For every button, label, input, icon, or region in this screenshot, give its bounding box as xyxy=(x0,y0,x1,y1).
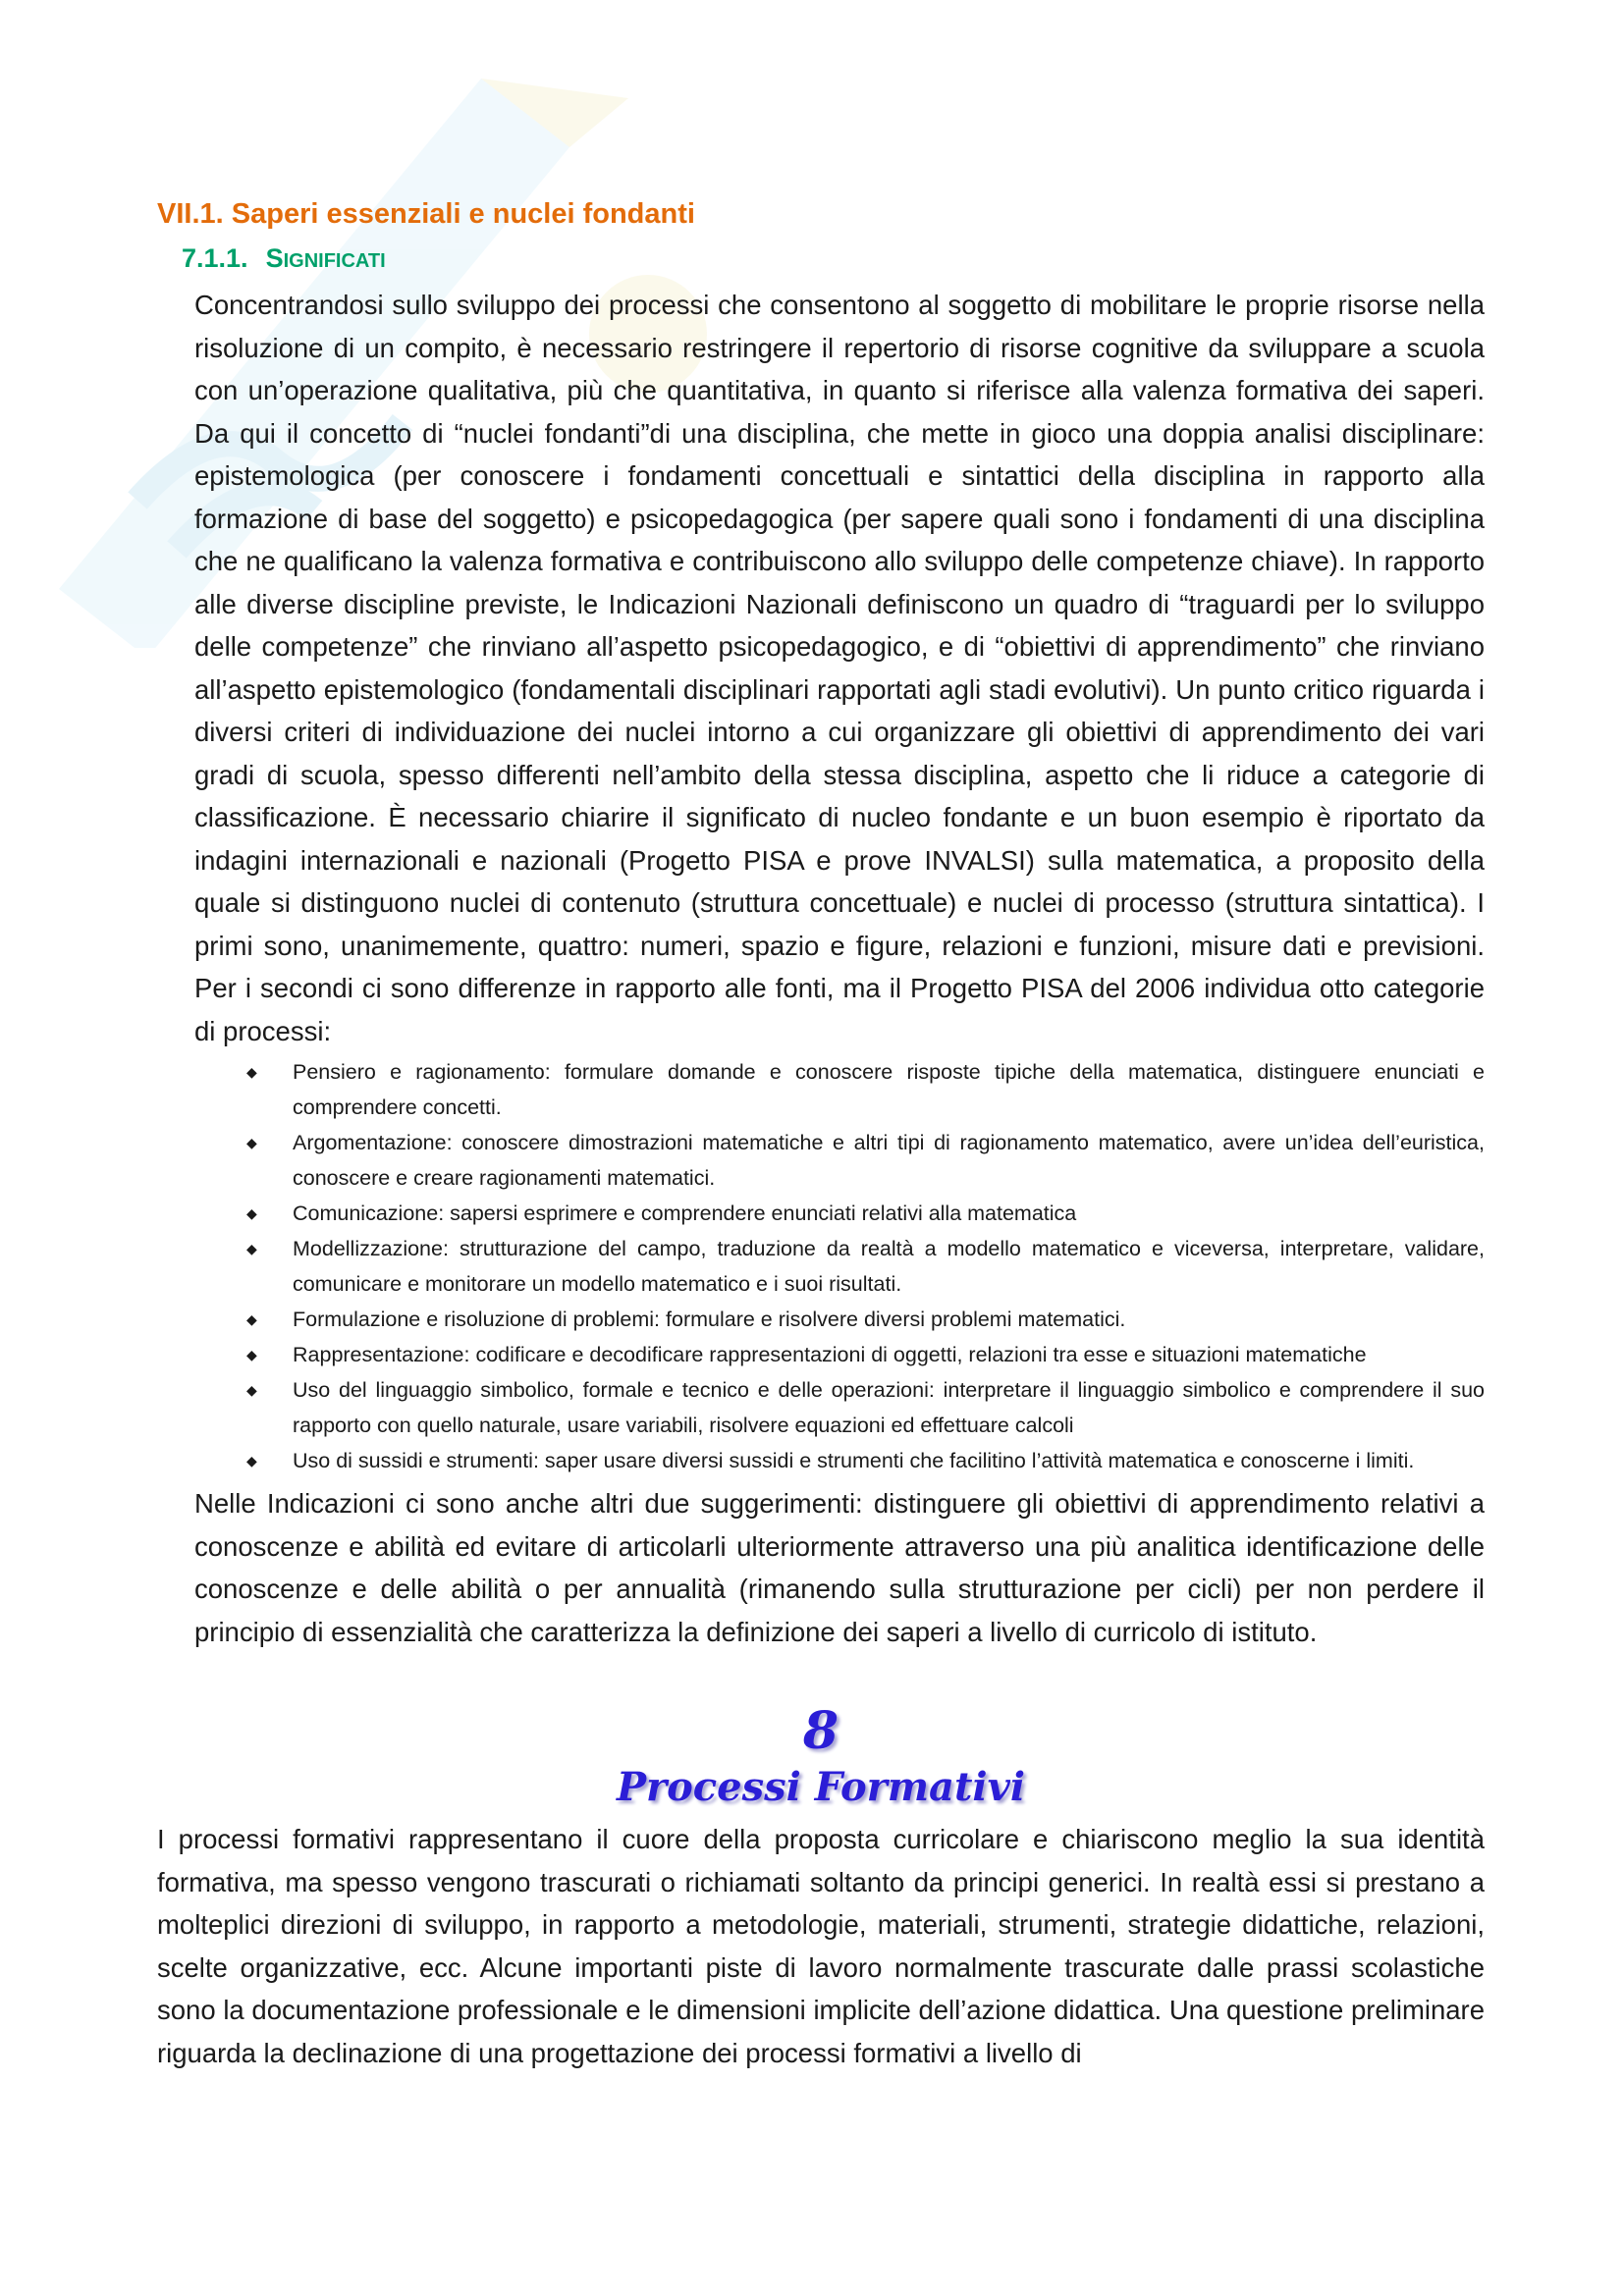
list-item: ◆ Argomentazione: conoscere dimostrazioni matematiche e altri tipi di ragionamento matematico, avere un’idea dell’euristica, conoscere e creare ragionamenti matematici. xyxy=(194,1125,1485,1196)
bullet-diamond-icon: ◆ xyxy=(246,1135,257,1150)
bullet-diamond-icon: ◆ xyxy=(246,1064,257,1080)
paragraph-indicazioni: Nelle Indicazioni ci sono anche altri due suggerimenti: distinguere gli obiettivi di apprendimento relativi a conoscenze e abilità ed evitare di articolarli ulteriormente attraverso una più analitica identificazione delle conoscenze e delle abilità o per annualità (rimanendo sulla strutturazione per cicli) per non perdere il principio di essenzialità che caratterizza la definizione dei saperi a livello di curricolo di istituto. xyxy=(194,1488,1485,1647)
bullet-diamond-icon: ◆ xyxy=(246,1347,257,1362)
document-body xyxy=(157,192,1485,2074)
subsection-heading xyxy=(182,236,1485,284)
process-categories-list xyxy=(194,1054,1485,1478)
chapter-header xyxy=(157,1702,1485,1814)
paragraph-processi-formativi: I processi formativi rappresentano il cuore della proposta curricolare e chiariscono meglio la sua identità formativa, ma spesso vengono trascurati o richiamati soltanto da principi generici. In realtà essi si prestano a molteplici direzioni di sviluppo, in rapporto a metodologie, materiali, strumenti, strategie didattiche, relazioni, scelte organizzative, ecc. Alcune importanti piste di lavoro normalmente trascurate dalle prassi scolastiche sono la documentazione professionale e le dimensioni implicite dell’azione didattica. Una questione preliminare riguarda la declinazione di una progettazione dei processi formativi a livello di xyxy=(157,1824,1485,2068)
list-item: ◆ Pensiero e ragionamento: formulare domande e conoscere risposte tipiche della matematica, distinguere enunciati e comprendere concetti. xyxy=(194,1054,1485,1125)
chapter-number: 8 xyxy=(802,1701,839,1761)
paragraph-significati: Concentrandosi sullo sviluppo dei processi che consentono al soggetto di mobilitare le proprie risorse nella risoluzione di un compito, è necessario restringere il repertorio di risorse cognitive da sviluppare a scuola con un’operazione qualitativa, più che quantitativa, in quanto si riferisce alla valenza formativa dei saperi. Da qui il concetto di “nuclei fondanti”di una disciplina, che mette in gioco una doppia analisi disciplinare: epistemologica (per conoscere i fondamenti concettuali e sintattici della disciplina in rapporto alla formazione di base del soggetto) e psicopedagogica (per sapere quali sono i fondamenti di una disciplina che ne qualificano la valenza formativa e contribuiscono allo sviluppo delle competenze chiave). In rapporto alle diverse discipline previste, le Indicazioni Nazionali definiscono un quadro di “traguardi per lo sviluppo delle competenze” che rinviano all’aspetto psicopedagogico, e di “obiettivi di apprendimento” che rinviano all’aspetto epistemologico (fondamentali disciplinari rapportati agli stadi evolutivi). Un punto critico riguarda i diversi criteri di individuazione dei nuclei intorno a cui organizzare gli obiettivi di apprendimento dei vari gradi di scuola, spesso differenti nell’ambito della stessa disciplina, aspetto che li riduce a categorie di classificazione. È necessario chiarire il significato di nucleo fondante e un buon esempio è riportato da indagini internazionali e nazionali (Progetto PISA e prove INVALSI) sulla matematica, a proposito della quale si distinguono nuclei di contenuto (struttura concettuale) e nuclei di processo (struttura sintattica). I primi sono, unanimemente, quattro: numeri, spazio e figure, relazioni e funzioni, misure dati e previsioni. Per i secondi ci sono differenze in rapporto alle fonti, ma il Progetto PISA del 2006 individua otto categorie di processi: xyxy=(194,290,1485,1046)
list-item: ◆ Uso del linguaggio simbolico, formale e tecnico e delle operazioni: interpretare il linguaggio simbolico e comprendere il suo rapporto con quello naturale, usare variabili, risolvere equazioni ed effettuare calcoli xyxy=(194,1372,1485,1443)
bullet-diamond-icon: ◆ xyxy=(246,1311,257,1327)
bullet-diamond-icon: ◆ xyxy=(246,1241,257,1256)
chapter-title: Processi Formativi xyxy=(616,1764,1026,1810)
subsection-title-rest: IGNIFICATI xyxy=(283,250,386,272)
list-item: ◆ Formulazione e risoluzione di problemi: formulare e risolvere diversi problemi matematici. xyxy=(194,1302,1485,1337)
list-item: ◆ Uso di sussidi e strumenti: saper usare diversi sussidi e strumenti che facilitino l’attività matematica e conoscerne i limiti. xyxy=(194,1443,1485,1478)
subsection-title-initial: S xyxy=(265,243,284,273)
bullet-diamond-icon: ◆ xyxy=(246,1205,257,1221)
section-heading: VII.1. Saperi essenziali e nuclei fondanti xyxy=(157,198,695,230)
list-item: ◆ Rappresentazione: codificare e decodificare rappresentazioni di oggetti, relazioni tra esse e situazioni matematiche xyxy=(194,1337,1485,1372)
bullet-diamond-icon: ◆ xyxy=(246,1453,257,1468)
bullet-diamond-icon: ◆ xyxy=(246,1382,257,1398)
list-item: ◆ Comunicazione: sapersi esprimere e comprendere enunciati relativi alla matematica xyxy=(194,1196,1485,1231)
subsection-number: 7.1.1. xyxy=(182,243,248,273)
list-item: ◆ Modellizzazione: strutturazione del campo, traduzione da realtà a modello matematico e viceversa, interpretare, validare, comunicare e monitorare un modello matematico e i suoi risultati. xyxy=(194,1231,1485,1302)
